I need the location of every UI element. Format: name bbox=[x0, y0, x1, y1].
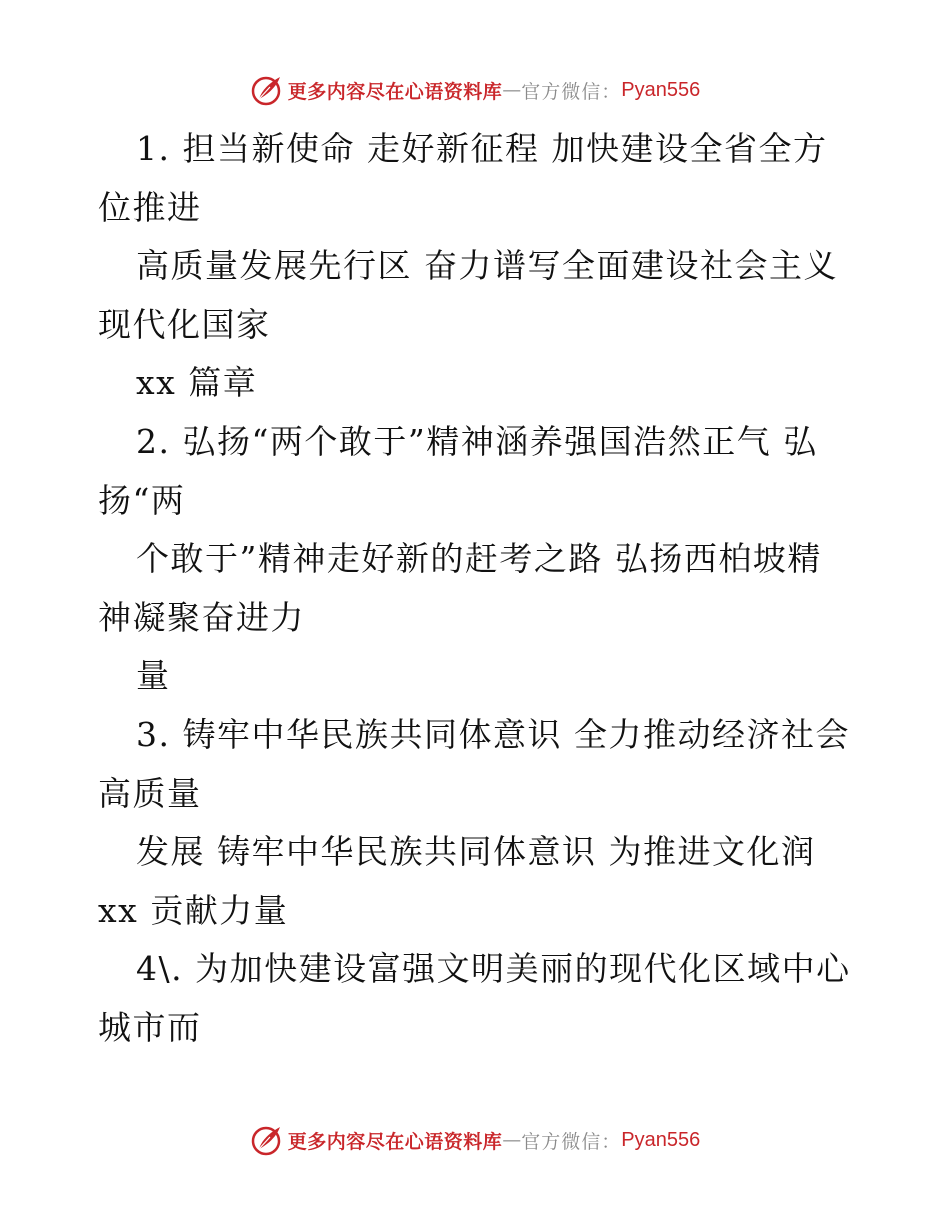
text-line: 扬“两 bbox=[98, 480, 186, 520]
text-line: 神凝聚奋进力 bbox=[98, 597, 305, 637]
text-line: 2. 弘扬“两个敢于”精神涵养强国浩然正气 弘 bbox=[136, 421, 818, 461]
header-watermark bbox=[0, 68, 950, 112]
banner-dash: — bbox=[502, 1129, 522, 1151]
wechat-id: Pyan556 bbox=[621, 78, 701, 101]
text-line: 3. 铸牢中华民族共同体意识 全力推动经济社会 bbox=[136, 714, 850, 754]
footer-watermark bbox=[0, 1118, 950, 1162]
site-name: 更多内容尽在心语资料库 bbox=[287, 80, 503, 103]
banner-dash: — bbox=[502, 79, 522, 101]
document-body bbox=[98, 120, 858, 1058]
text-line: 发展 铸牢中华民族共同体意识 为推进文化润 bbox=[136, 832, 816, 872]
text-line: 高质量发展先行区 奋力谱写全面建设社会主义 bbox=[136, 246, 838, 286]
text-line: 个敢于”精神走好新的赶考之路 弘扬西柏坡精 bbox=[136, 539, 822, 579]
text-line: 高质量 bbox=[98, 773, 202, 813]
text-line: 4\. 为加快建设富强文明美丽的现代化区域中心 bbox=[136, 949, 851, 989]
wechat-id: Pyan556 bbox=[621, 1128, 701, 1151]
text-line: xx 篇章 bbox=[136, 363, 258, 403]
text-line: 位推进 bbox=[98, 187, 202, 227]
text-line: 现代化国家 bbox=[98, 304, 271, 344]
wechat-label: 官方微信： bbox=[521, 1130, 622, 1153]
site-name: 更多内容尽在心语资料库 bbox=[287, 1130, 503, 1153]
text-line: 量 bbox=[136, 656, 171, 696]
wechat-label: 官方微信： bbox=[521, 80, 622, 103]
feather-pen-logo-icon bbox=[250, 1123, 284, 1157]
text-line: 城市而 bbox=[98, 1007, 202, 1047]
feather-pen-logo-icon bbox=[250, 73, 284, 107]
text-line: xx 贡献力量 bbox=[98, 890, 289, 930]
text-line: 1. 担当新使命 走好新征程 加快建设全省全方 bbox=[136, 129, 828, 168]
